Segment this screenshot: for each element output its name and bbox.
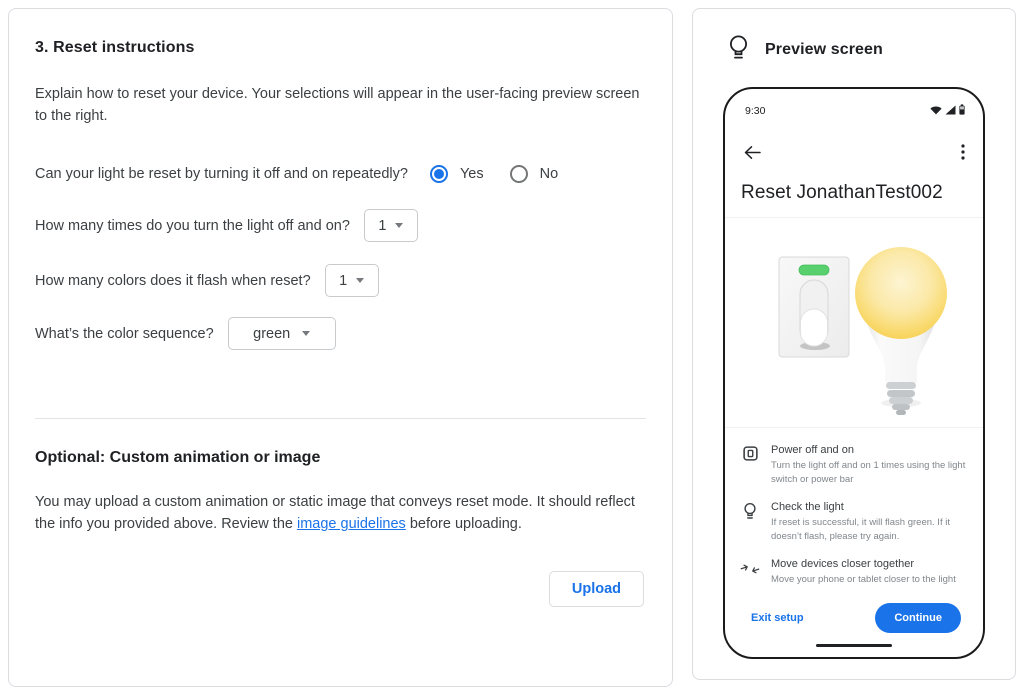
status-time: 9:30 <box>745 105 766 117</box>
radio-yes[interactable] <box>430 165 448 183</box>
phone-bottom-bar <box>725 603 983 633</box>
sequence-label: What’s the color sequence? <box>35 325 214 342</box>
list-item <box>740 444 969 486</box>
reset-repeatedly-label: Can your light be reset by turning it off and on repeatedly? <box>35 166 408 182</box>
instruction-description: Move your phone or tablet closer to the light <box>771 574 956 585</box>
status-icons <box>930 102 965 120</box>
colors-label: How many colors does it flash when reset? <box>35 272 311 289</box>
chevron-down-icon <box>356 278 364 283</box>
optional-heading: Optional: Custom animation or image <box>35 449 321 466</box>
instruction-text <box>771 558 956 587</box>
move-closer-icon <box>740 558 760 587</box>
sequence-select[interactable] <box>228 317 336 350</box>
light-switch-icon <box>740 444 760 486</box>
lightbulb-icon <box>729 35 748 65</box>
instruction-text <box>771 501 969 543</box>
reset-illustration <box>725 217 983 428</box>
radio-no-label[interactable]: No <box>539 166 559 182</box>
colors-select[interactable] <box>325 264 379 297</box>
section-heading: 3. Reset instructions <box>35 39 195 56</box>
optional-text-after: before uploading. <box>405 516 522 532</box>
reset-instructions-panel <box>8 8 673 687</box>
radio-no[interactable] <box>510 165 528 183</box>
times-label: How many times do you turn the light off and on? <box>35 217 350 234</box>
radio-dot <box>434 169 444 179</box>
list-item <box>740 501 969 543</box>
preview-title: Preview screen <box>765 41 883 58</box>
more-options-icon[interactable] <box>961 144 965 165</box>
phone-screen-title: Reset JonathanTest002 <box>741 182 943 203</box>
section-divider <box>35 418 646 419</box>
upload-row <box>35 571 646 607</box>
optional-description <box>35 491 646 535</box>
instruction-description: Turn the light off and on 1 times using the light switch or power bar <box>771 460 966 485</box>
back-arrow-icon[interactable] <box>744 145 761 165</box>
exit-setup-link[interactable]: Exit setup <box>751 612 804 624</box>
reset-repeatedly-options <box>430 165 558 183</box>
upload-button[interactable]: Upload <box>549 571 644 607</box>
phone-appbar <box>725 120 983 165</box>
times-question <box>35 209 646 242</box>
lightbulb-icon <box>740 501 760 543</box>
image-guidelines-link[interactable]: image guidelines <box>296 516 406 532</box>
home-indicator[interactable] <box>816 644 892 648</box>
radio-yes-label[interactable]: Yes <box>459 166 484 182</box>
cellular-signal-icon <box>945 102 956 120</box>
reset-repeatedly-question <box>35 165 646 183</box>
phone-statusbar <box>725 89 983 120</box>
phone-mockup <box>723 87 985 659</box>
instruction-title: Power off and on <box>771 444 854 456</box>
instruction-title: Check the light <box>771 501 844 513</box>
battery-icon <box>959 102 965 120</box>
sequence-select-value: green <box>253 325 291 342</box>
wifi-icon <box>930 102 942 120</box>
colors-question <box>35 264 646 297</box>
instruction-title: Move devices closer together <box>771 558 915 570</box>
times-select[interactable] <box>364 209 418 242</box>
chevron-down-icon <box>302 331 310 336</box>
preview-panel <box>692 8 1016 680</box>
instruction-description: If reset is successful, it will flash green. If it doesn’t flash, please try again. <box>771 517 950 542</box>
switch-and-bulb-image <box>741 225 967 421</box>
list-item <box>740 558 969 587</box>
instruction-list <box>725 428 983 587</box>
continue-button[interactable]: Continue <box>875 603 961 633</box>
chevron-down-icon <box>395 223 403 228</box>
sequence-question <box>35 317 646 350</box>
times-select-value: 1 <box>378 217 387 234</box>
instruction-text <box>771 444 969 486</box>
preview-header <box>721 35 987 65</box>
section-description: Explain how to reset your device. Your selections will appear in the user-facing preview screen to the right. <box>35 86 640 124</box>
optional-text-before: You may upload a custom animation or static image that conveys reset mode. It should reflect the info you provided above. Review the <box>35 494 635 532</box>
colors-select-value: 1 <box>339 272 348 289</box>
